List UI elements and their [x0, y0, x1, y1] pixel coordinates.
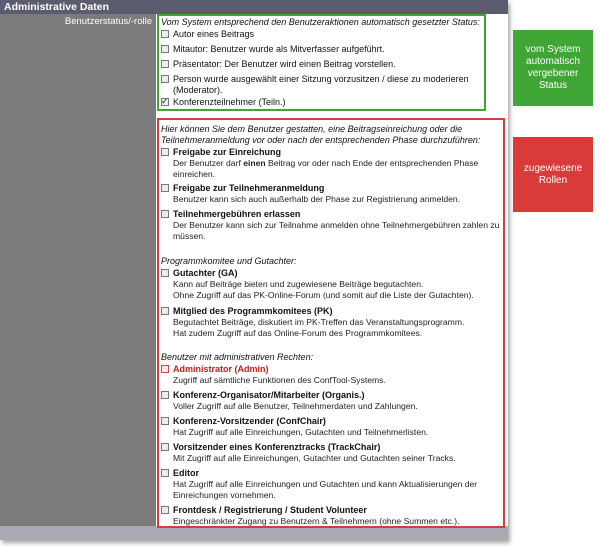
checkbox[interactable]	[161, 469, 169, 477]
checkbox[interactable]	[161, 184, 169, 192]
auto-status-intro: Vom System entsprechend den Benutzeraktionen automatisch gesetzter Status:	[161, 17, 480, 27]
checkbox[interactable]	[161, 307, 169, 315]
checkbox[interactable]	[161, 443, 169, 451]
panel-title: Administrative Daten	[0, 0, 508, 14]
checkbox[interactable]	[161, 75, 169, 83]
panel-footer	[0, 526, 508, 540]
checkbox[interactable]	[161, 148, 169, 156]
checkbox[interactable]	[161, 210, 169, 218]
checkbox[interactable]	[161, 391, 169, 399]
row-label: Benutzerstatus/-rolle	[64, 16, 152, 27]
checkbox[interactable]	[161, 30, 169, 38]
checkbox[interactable]	[161, 60, 169, 68]
checkbox[interactable]	[161, 365, 169, 373]
checkbox[interactable]	[161, 417, 169, 425]
callout-auto-status: vom System automatisch vergebener Status	[513, 30, 593, 106]
committee-heading: Programmkomitee und Gutachter:	[161, 256, 297, 266]
roles-intro: Hier können Sie dem Benutzer gestatten, eine Beitragseinreichung oder die Teilnehmeranmeldung vor oder nach der entsprechenden Phase durchzuführen:	[161, 124, 481, 145]
callout-assigned-roles: zugewiesene Rollen	[513, 137, 593, 212]
checkbox[interactable]	[161, 506, 169, 514]
checkbox[interactable]	[161, 45, 169, 53]
label-column	[0, 14, 156, 526]
checkbox-checked[interactable]	[161, 98, 169, 106]
checkbox[interactable]	[161, 269, 169, 277]
admin-heading: Benutzer mit administrativen Rechten:	[161, 352, 314, 362]
